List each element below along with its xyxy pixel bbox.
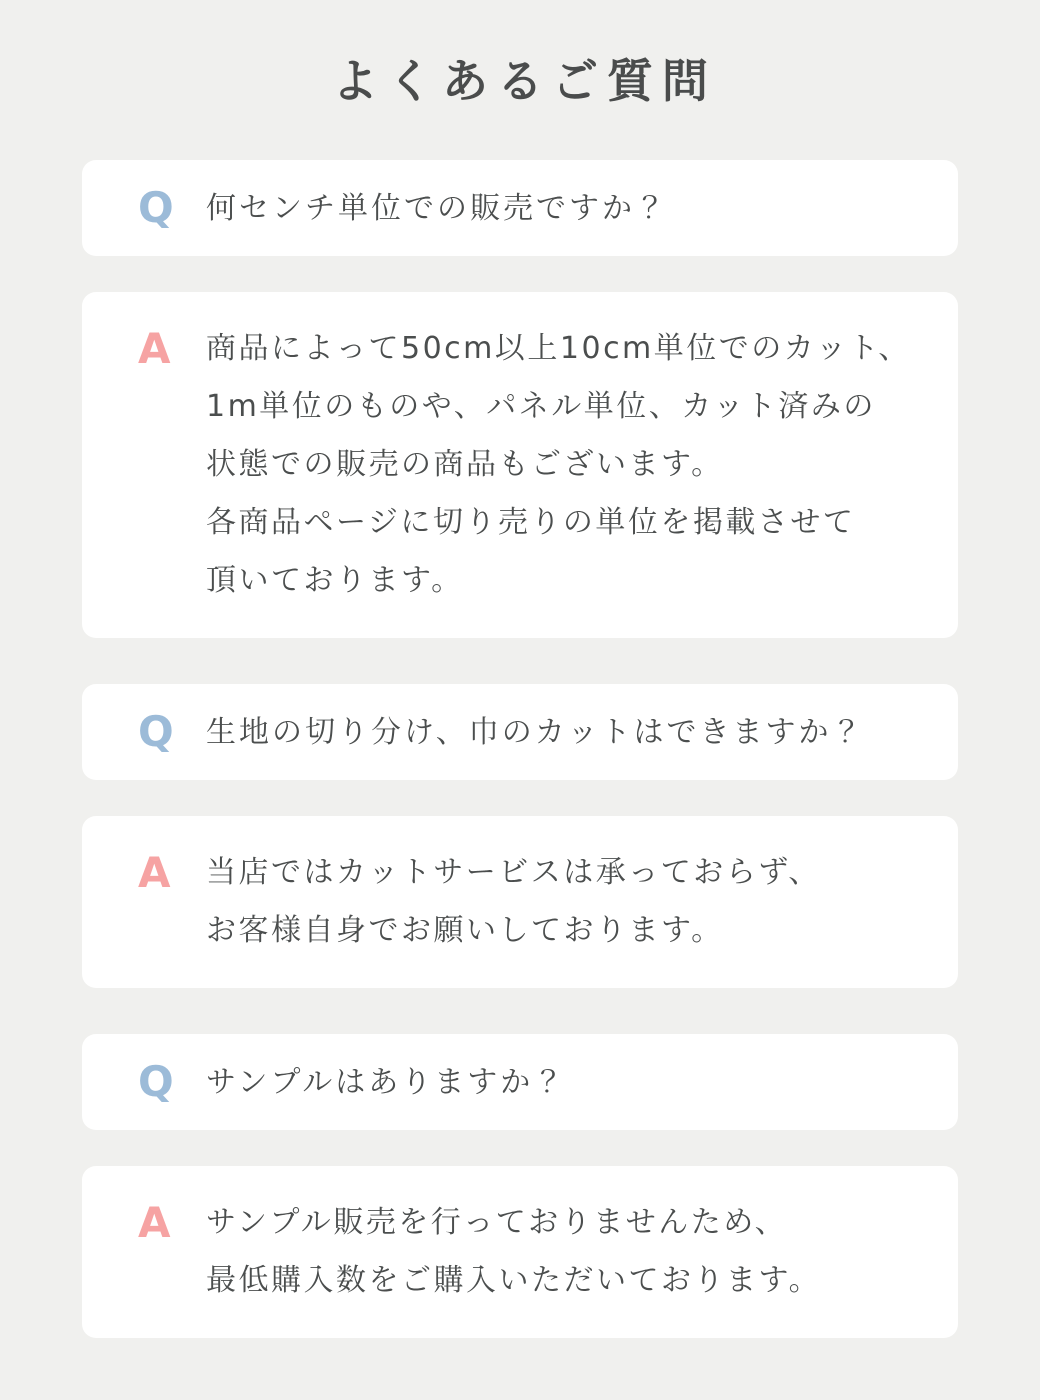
q-badge: Q [138, 183, 174, 232]
answer-line: 当店ではカットサービスは承っておらず、 [206, 855, 821, 890]
answer-text [206, 1194, 821, 1310]
faq-list [82, 160, 958, 1338]
faq-item [82, 1034, 958, 1338]
question-text: 生地の切り分け、巾のカットはできますか？ [206, 714, 865, 750]
answer-card [82, 292, 958, 638]
answer-card [82, 816, 958, 988]
a-badge: A [138, 848, 171, 897]
q-badge: Q [138, 707, 174, 756]
answer-line: 状態での販売の商品もございます。 [206, 447, 724, 482]
question-text: 何センチ単位での販売ですか？ [206, 190, 668, 226]
faq-item [82, 684, 958, 988]
question-card [82, 684, 958, 780]
answer-text [206, 844, 821, 960]
answer-line: 最低購入数をご購入いただいております。 [206, 1263, 822, 1298]
answer-line: サンプル販売を行っておりませんため、 [206, 1205, 788, 1240]
answer-line: 商品によって50cm以上10cm単位でのカット、 [206, 331, 911, 366]
answer-card [82, 1166, 958, 1338]
faq-item [82, 160, 958, 638]
question-card [82, 1034, 958, 1130]
answer-line: 1m単位のものや、パネル単位、カット済みの [206, 389, 876, 424]
q-badge: Q [138, 1057, 174, 1106]
page-title: よくあるご質問 [332, 54, 717, 108]
a-badge: A [138, 324, 171, 373]
answer-line: 各商品ページに切り売りの単位を掲載させて [206, 505, 856, 540]
a-badge: A [138, 1198, 171, 1247]
question-text: サンプルはありますか？ [206, 1064, 567, 1100]
answer-line: 頂いております。 [206, 563, 464, 598]
question-card [82, 160, 958, 256]
answer-text [206, 320, 911, 610]
answer-line: お客様自身でお願いしております。 [206, 913, 724, 948]
